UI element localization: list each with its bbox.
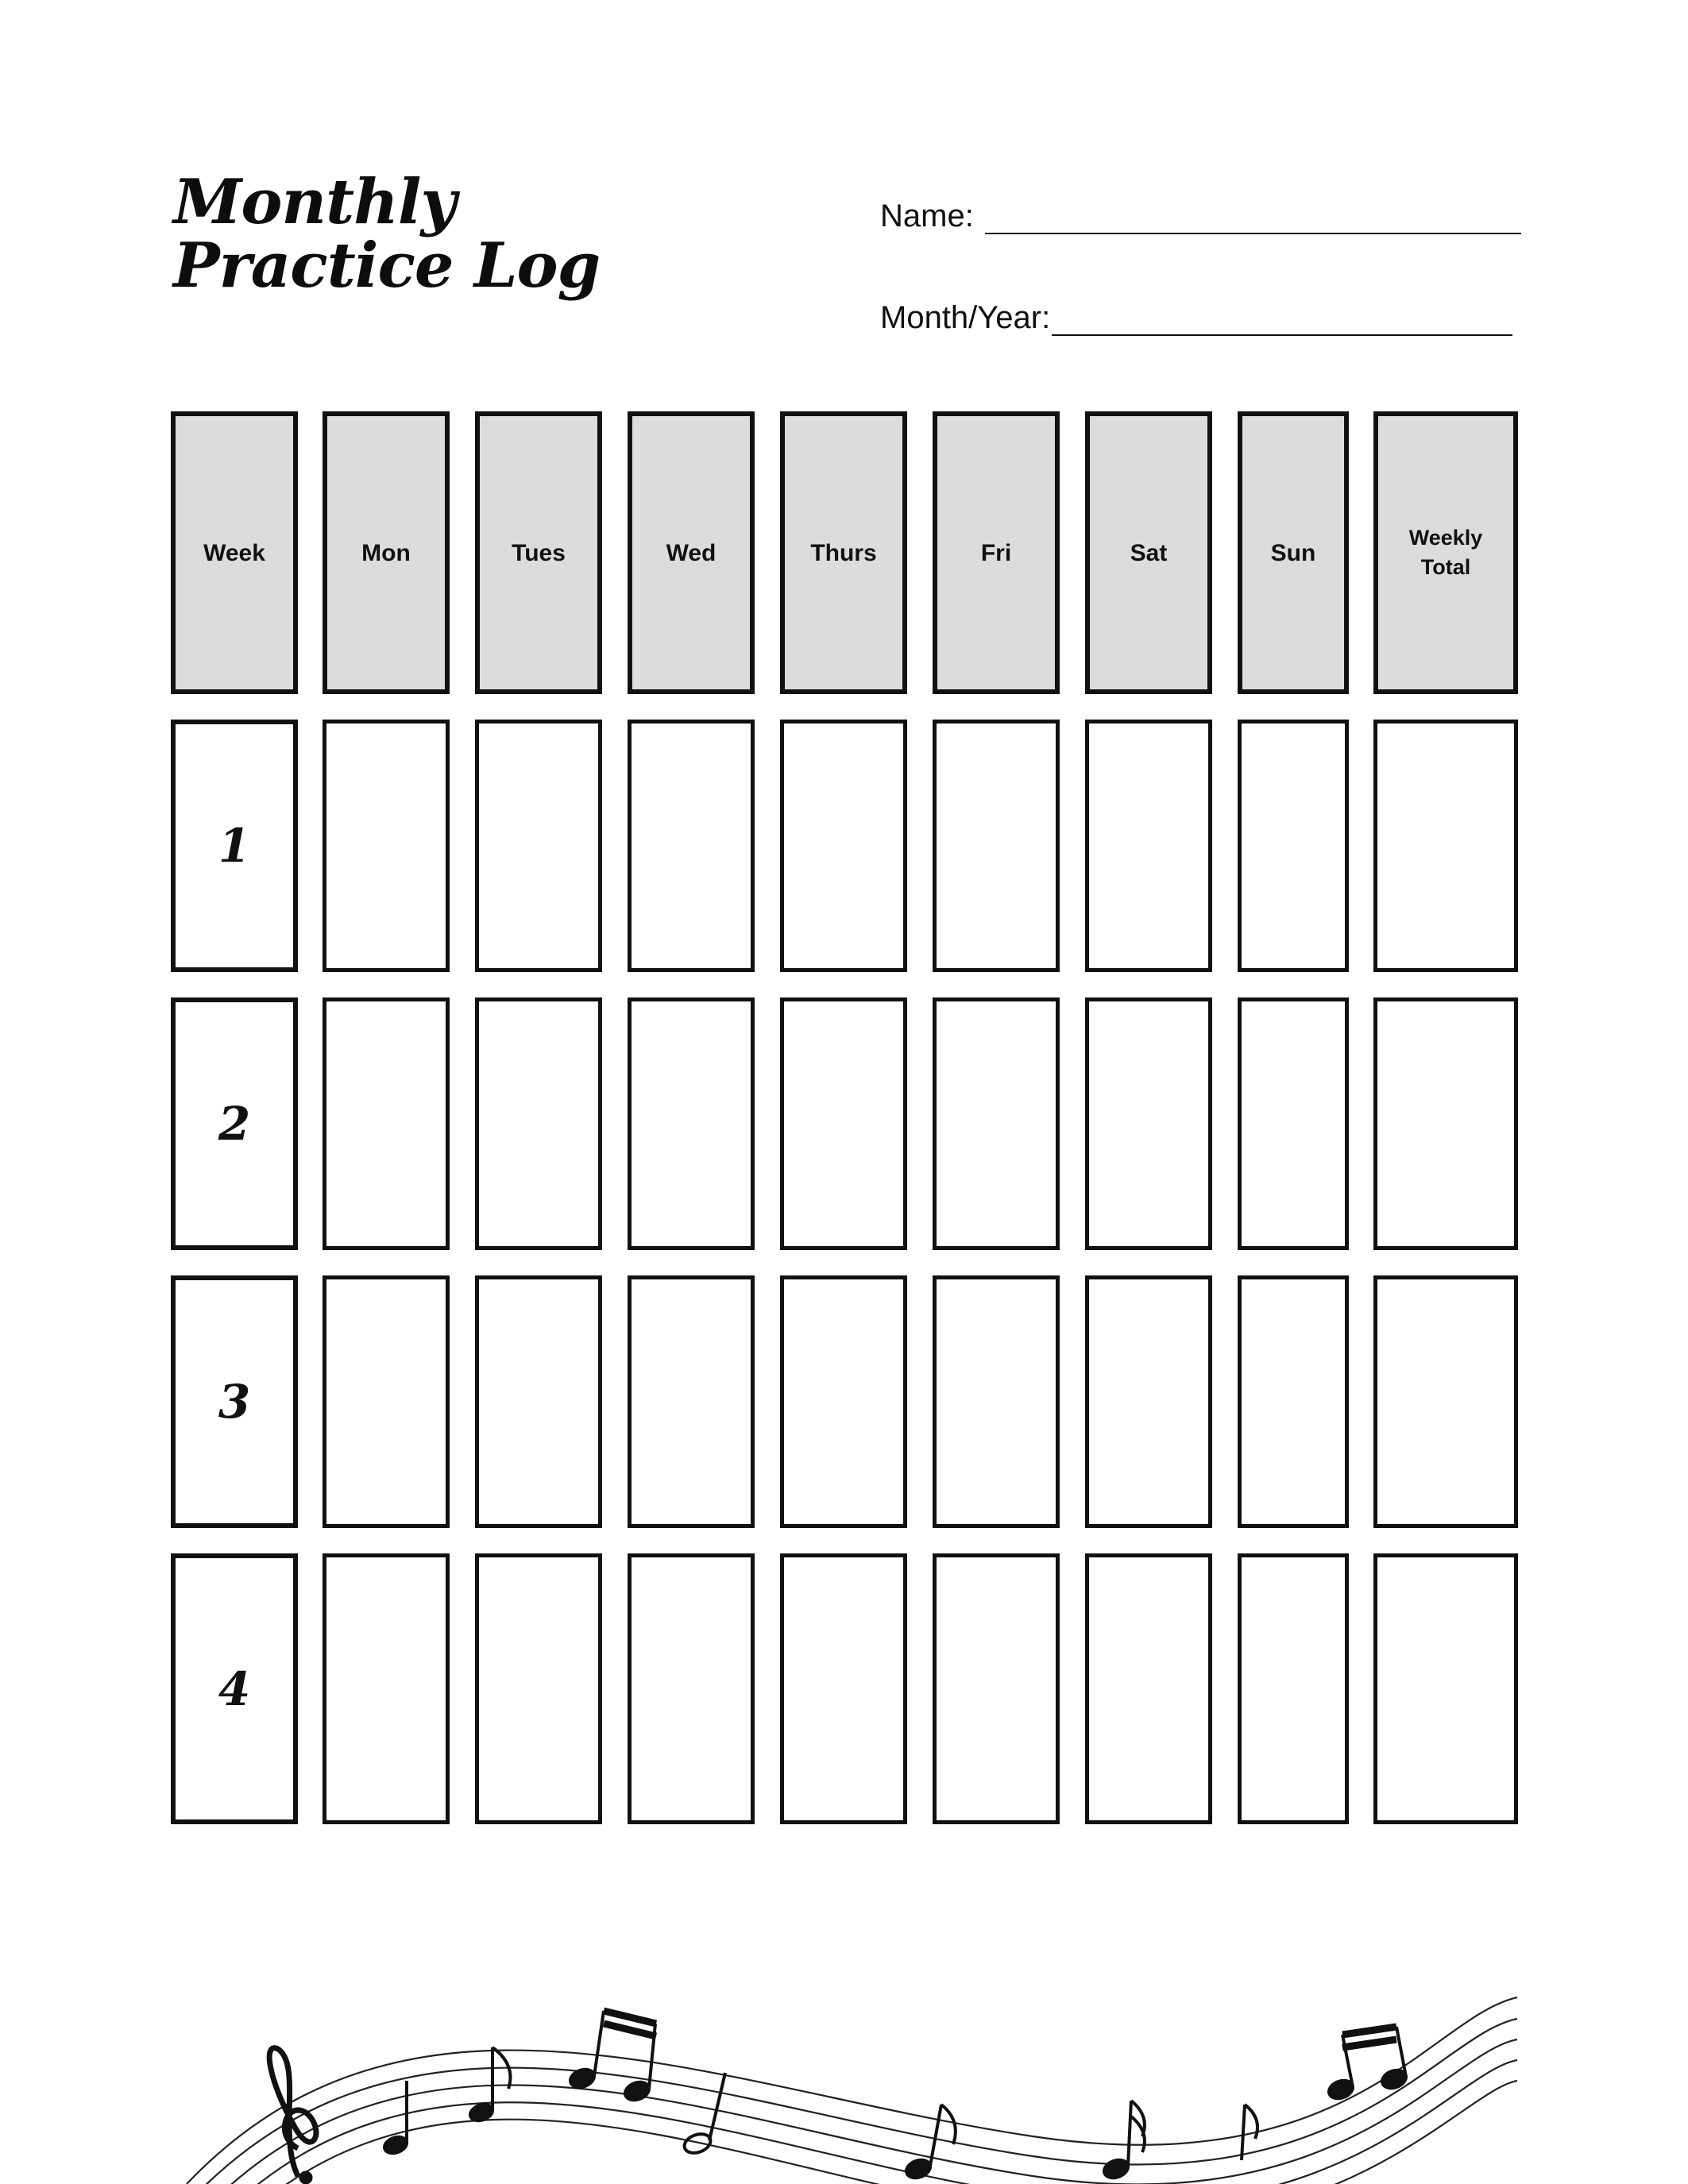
week-3-fri-cell[interactable] (933, 1275, 1060, 1528)
header-week (171, 411, 298, 694)
header-weekly-total (1373, 411, 1518, 694)
title-line-1: Monthly (173, 166, 456, 238)
header-sat (1085, 411, 1212, 694)
month-year-label: Month/Year: (880, 300, 1051, 335)
header-label: Week (203, 539, 265, 566)
name-label: Name: (880, 199, 974, 233)
name-field[interactable] (880, 199, 1521, 234)
week-4-weekly-total-cell[interactable] (1373, 1553, 1518, 1824)
week-4-fri-cell[interactable] (933, 1553, 1060, 1824)
week-3-tues-cell[interactable] (475, 1275, 602, 1528)
week-2-weekly-total-cell[interactable] (1373, 997, 1518, 1250)
title-line-2: Practice Log (173, 230, 601, 302)
header-label: Weekly Total (1408, 526, 1483, 579)
header-label: Mon (361, 539, 411, 566)
header-label: Thurs (810, 539, 877, 566)
header-wed (628, 411, 755, 694)
week-2-tues-cell[interactable] (475, 997, 602, 1250)
week-1-weekly-total-cell[interactable] (1373, 720, 1518, 972)
week-number: 2 (218, 1097, 251, 1151)
week-2-mon-cell[interactable] (323, 997, 450, 1250)
header-mon (323, 411, 450, 694)
week-1-tues-cell[interactable] (475, 720, 602, 972)
week-3-thurs-cell[interactable] (780, 1275, 907, 1528)
month-year-input-line[interactable] (1052, 303, 1512, 336)
week-4-wed-cell[interactable] (628, 1553, 755, 1824)
week-2-fri-cell[interactable] (933, 997, 1060, 1250)
header-label: Fri (980, 539, 1012, 566)
week-3-sun-cell[interactable] (1238, 1275, 1349, 1528)
week-1-mon-cell[interactable] (323, 720, 450, 972)
header-fri (933, 411, 1060, 694)
week-1-fri-cell[interactable] (933, 720, 1060, 972)
week-1-sat-cell[interactable] (1085, 720, 1212, 972)
week-2-wed-cell[interactable] (628, 997, 755, 1250)
week-3-sat-cell[interactable] (1085, 1275, 1212, 1528)
week-3-label (171, 1275, 298, 1528)
week-4-label (171, 1553, 298, 1824)
header-thurs (780, 411, 907, 694)
week-3-mon-cell[interactable] (323, 1275, 450, 1528)
week-number: 3 (218, 1375, 251, 1429)
week-1-sun-cell[interactable] (1238, 720, 1349, 972)
page-title (173, 166, 601, 302)
header-label: Wed (666, 539, 717, 566)
month-year-field[interactable] (880, 300, 1512, 336)
week-4-sat-cell[interactable] (1085, 1553, 1212, 1824)
week-2-sun-cell[interactable] (1238, 997, 1349, 1250)
header-label: Tues (512, 539, 566, 566)
week-number: 1 (218, 819, 251, 873)
week-4-tues-cell[interactable] (475, 1553, 602, 1824)
week-2-label (171, 997, 298, 1250)
week-4-thurs-cell[interactable] (780, 1553, 907, 1824)
header-sun (1238, 411, 1349, 694)
header-tues (475, 411, 602, 694)
name-input-line[interactable] (985, 201, 1521, 234)
week-2-sat-cell[interactable] (1085, 997, 1212, 1250)
week-3-wed-cell[interactable] (628, 1275, 755, 1528)
week-1-wed-cell[interactable] (628, 720, 755, 972)
week-number: 4 (218, 1661, 251, 1716)
week-1-thurs-cell[interactable] (780, 720, 907, 972)
week-4-sun-cell[interactable] (1238, 1553, 1349, 1824)
week-3-weekly-total-cell[interactable] (1373, 1275, 1518, 1528)
week-4-mon-cell[interactable] (323, 1553, 450, 1824)
music-staff-icon (0, 1970, 1688, 2184)
header-label: Sat (1130, 539, 1168, 566)
week-1-label (171, 720, 298, 972)
header-label: Sun (1270, 539, 1316, 566)
week-2-thurs-cell[interactable] (780, 997, 907, 1250)
